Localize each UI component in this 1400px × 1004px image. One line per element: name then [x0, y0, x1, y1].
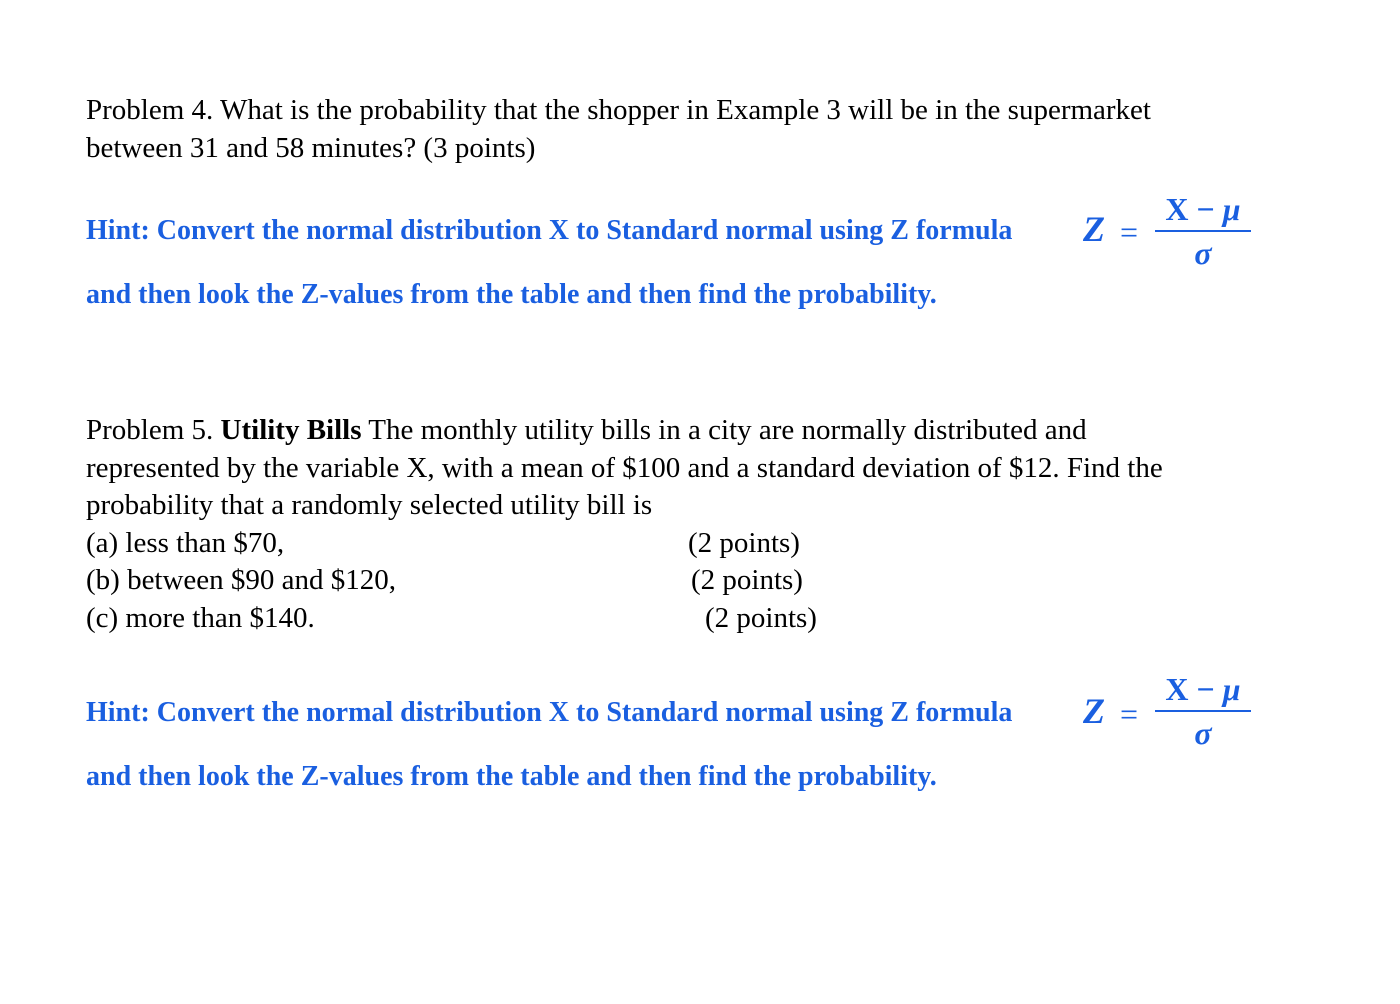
- hint2-z-variable: Z: [1083, 691, 1105, 731]
- hint1-numerator-minus: −: [1188, 191, 1223, 227]
- hint1-fraction-numerator: [1155, 190, 1251, 228]
- problem5-label: Problem 5.: [86, 414, 214, 446]
- hint1-line1: Hint: Convert the normal distribution X to Standard normal using Z formula: [86, 215, 1013, 246]
- problem5-line2: represented by the variable X, with a mean of $100 and a standard deviation of $12. Find the: [86, 452, 1163, 484]
- problem5-title: Utility Bills: [220, 414, 362, 446]
- hint2-fraction-numerator: [1155, 670, 1251, 708]
- hint2-line1: Hint: Convert the normal distribution X to Standard normal using Z formula: [86, 697, 1013, 728]
- hint1-numerator-mu: μ: [1222, 191, 1241, 227]
- problem5-part-c: (c) more than $140.: [86, 602, 315, 634]
- hint1-equals: =: [1120, 214, 1139, 250]
- hint2-line2: and then look the Z-values from the table and then find the probability.: [86, 761, 937, 792]
- problem4-line1: Problem 4. What is the probability that the shopper in Example 3 will be in the supermarket: [86, 94, 1151, 126]
- hint2-equals: =: [1120, 696, 1139, 732]
- problem5-text1: The monthly utility bills in a city are normally distributed and: [361, 414, 1087, 446]
- problem5-part-a-points: (2 points): [688, 527, 800, 559]
- hint1-z-fraction: [1155, 190, 1251, 270]
- hint2-numerator-mu: μ: [1222, 671, 1241, 707]
- hint2-numerator-x: X: [1165, 671, 1189, 707]
- problem5-part-b-points: (2 points): [691, 564, 803, 596]
- hint1-fraction-denominator: σ: [1194, 235, 1212, 271]
- hint1-z-variable: Z: [1083, 209, 1105, 249]
- hint2-numerator-minus: −: [1188, 671, 1223, 707]
- hint2-fraction-bar: [1155, 710, 1251, 712]
- problem5-part-c-points: (2 points): [705, 602, 817, 634]
- hint1-numerator-x: X: [1165, 191, 1189, 227]
- hint1-fraction-bar: [1155, 230, 1251, 232]
- problem5-line1: [86, 412, 1087, 449]
- hint2-z-fraction: [1155, 670, 1251, 750]
- problem5-line3: probability that a randomly selected utility bill is: [86, 489, 653, 521]
- problem4-line2: between 31 and 58 minutes? (3 points): [86, 132, 536, 164]
- hint1-line2: and then look the Z-values from the table and then find the probability.: [86, 279, 937, 310]
- hint2-fraction-denominator: σ: [1194, 715, 1212, 751]
- problem5-part-a: (a) less than $70,: [86, 527, 285, 559]
- problem5-part-b: (b) between $90 and $120,: [86, 564, 397, 596]
